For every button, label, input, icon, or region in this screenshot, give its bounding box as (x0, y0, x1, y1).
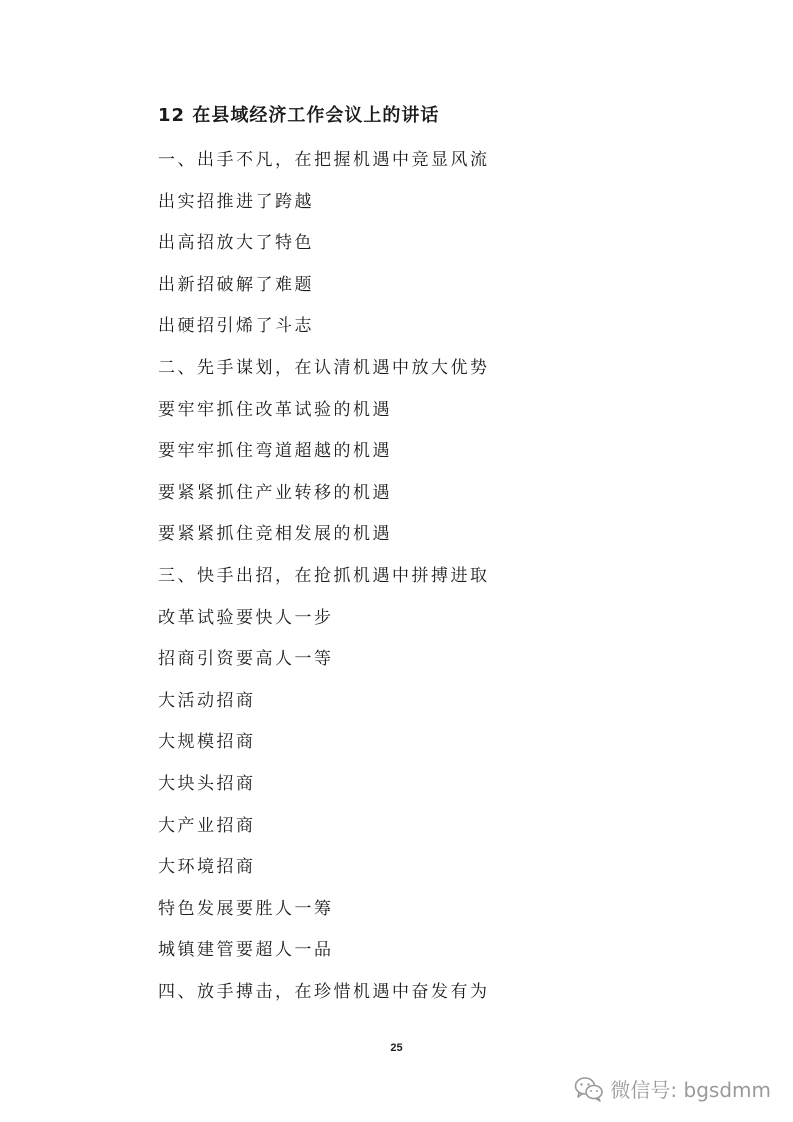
text-line: 出新招破解了难题 (158, 274, 314, 295)
text-line: 一、出手不凡，在把握机遇中竞显风流 (158, 150, 490, 170)
text-line: 二、先手谋划，在认清机遇中放大优势 (158, 357, 490, 378)
text-line: 大块头招商 (158, 773, 256, 794)
text-line: 招商引资要高人一等 (158, 649, 334, 670)
text-line: 要牢牢抓住改革试验的机遇 (158, 399, 392, 420)
text-line: 要紧紧抓住竞相发展的机遇 (158, 524, 392, 545)
text-line: 出实招推进了跨越 (158, 191, 314, 212)
text-line: 出硬招引烯了斗志 (158, 316, 314, 337)
text-line: 大产业招商 (158, 815, 256, 836)
document-lines (158, 146, 490, 1019)
text-line: 改革试验要快人一步 (158, 607, 334, 628)
text-line: 出高招放大了特色 (158, 233, 314, 254)
text-line: 大环境招商 (158, 857, 256, 878)
text-line: 三、快手出招，在抢抓机遇中拼搏进取 (158, 565, 490, 586)
wechat-watermark (574, 1074, 771, 1103)
text-line: 城镇建管要超人一品 (158, 940, 334, 961)
text-line: 要牢牢抓住弯道超越的机遇 (158, 441, 392, 462)
document-title: 12 在县域经济工作会议上的讲话 (158, 105, 440, 126)
text-line: 大活动招商 (158, 690, 256, 711)
wechat-icon (574, 1076, 604, 1102)
text-line: 四、放手搏击，在珍惜机遇中奋发有为 (158, 981, 490, 1002)
text-line: 特色发展要胜人一筹 (158, 898, 334, 919)
text-line: 大规模招商 (158, 732, 256, 753)
page-number: 25 (390, 1042, 403, 1054)
watermark-text: 微信号: bgsdmm (610, 1078, 771, 1102)
text-line: 要紧紧抓住产业转移的机遇 (158, 482, 392, 503)
